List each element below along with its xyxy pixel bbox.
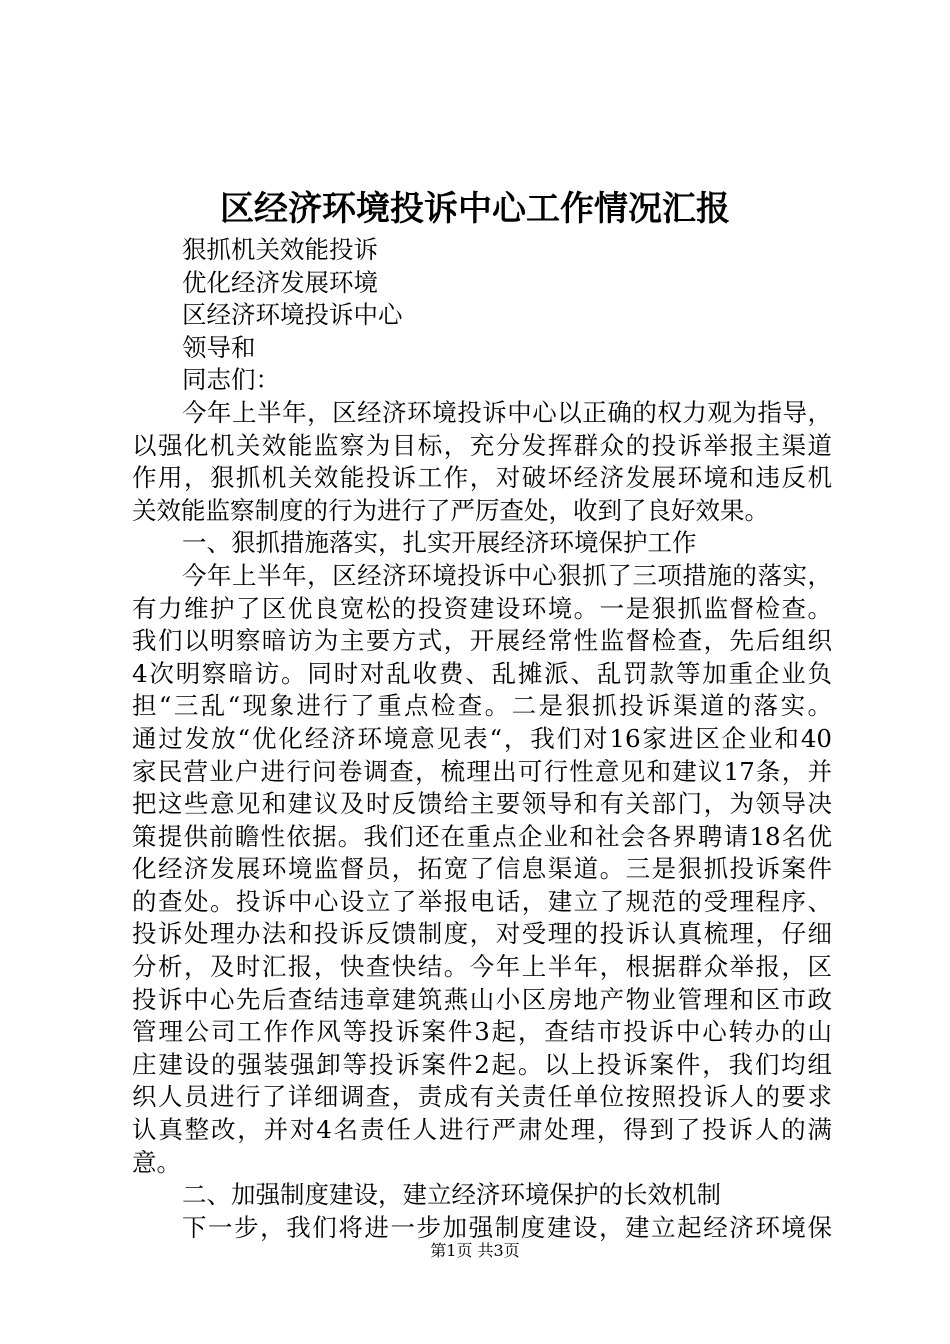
text-line: 意。 bbox=[132, 1147, 181, 1177]
text-line: 把这些意见和建议及时反馈给主要领导和有关部门，为领导决 bbox=[132, 789, 832, 819]
text-line: 庄建设的强装强卸等投诉案件2起。以上投诉案件，我们均组 bbox=[132, 1049, 832, 1079]
text-line: 认真整改，并对4名责任人进行严肃处理，得到了投诉人的满 bbox=[132, 1115, 832, 1145]
page-footer: 第1页 共3页 bbox=[430, 1241, 520, 1260]
text-line: 作用，狠抓机关效能投诉工作，对破坏经济发展环境和违反机 bbox=[132, 463, 832, 493]
text-line: 今年上半年，区经济环境投诉中心以正确的权力观为指导， bbox=[182, 397, 832, 427]
text-line: 策提供前瞻性依据。我们还在重点企业和社会各界聘请18名优 bbox=[132, 821, 832, 851]
text-line: 优化经济发展环境 bbox=[182, 267, 378, 297]
text-line: 区经济环境投诉中心 bbox=[182, 300, 403, 330]
text-line: 织人员进行了详细调查，责成有关责任单位按照投诉人的要求 bbox=[132, 1082, 832, 1112]
text-line: 有力维护了区优良宽松的投资建设环境。一是狠抓监督检查。 bbox=[132, 593, 832, 623]
text-line: 二、加强制度建设，建立经济环境保护的长效机制 bbox=[182, 1180, 721, 1210]
text-line: 同志们： bbox=[182, 365, 280, 395]
text-line: 投诉中心先后查结违章建筑燕山小区房地产物业管理和区市政 bbox=[132, 984, 832, 1014]
text-line: 今年上半年，区经济环境投诉中心狠抓了三项措施的落实， bbox=[182, 560, 832, 590]
text-line: 投诉处理办法和投诉反馈制度，对受理的投诉认真梳理，仔细 bbox=[132, 919, 832, 949]
text-line: 我们以明察暗访为主要方式，开展经常性监督检查，先后组织 bbox=[132, 626, 832, 656]
text-line: 狠抓机关效能投诉 bbox=[182, 235, 378, 264]
text-line: 的查处。投诉中心设立了举报电话，建立了规范的受理程序、 bbox=[132, 886, 832, 916]
text-line: 家民营业户进行问卷调查，梳理出可行性意见和建议17条，并 bbox=[132, 756, 832, 786]
text-line: 以强化机关效能监察为目标，充分发挥群众的投诉举报主渠道 bbox=[132, 430, 832, 460]
text-line: 通过发放“优化经济环境意见表“，我们对16家进区企业和40 bbox=[132, 723, 832, 753]
text-line: 关效能监察制度的行为进行了严厉查处，收到了良好效果。 bbox=[132, 495, 769, 525]
text-line: 化经济发展环境监督员，拓宽了信息渠道。三是狠抓投诉案件 bbox=[132, 854, 832, 884]
text-line: 4次明察暗访。同时对乱收费、乱摊派、乱罚款等加重企业负 bbox=[132, 658, 832, 688]
text-line: 下一步，我们将进一步加强制度建设，建立起经济环境保 bbox=[182, 1212, 832, 1242]
text-line: 一、狠抓措施落实，扎实开展经济环境保护工作 bbox=[182, 528, 697, 558]
text-line: 领导和 bbox=[182, 332, 256, 362]
document-title: 区经济环境投诉中心工作情况汇报 bbox=[220, 189, 730, 229]
text-line: 分析，及时汇报，快查快结。今年上半年，根据群众举报，区 bbox=[132, 952, 832, 982]
document-body bbox=[132, 234, 832, 1244]
text-line: 管理公司工作作风等投诉案件3起，查结市投诉中心转办的山 bbox=[132, 1017, 832, 1047]
text-line: 担“三乱“现象进行了重点检查。二是狠抓投诉渠道的落实。 bbox=[132, 691, 832, 721]
